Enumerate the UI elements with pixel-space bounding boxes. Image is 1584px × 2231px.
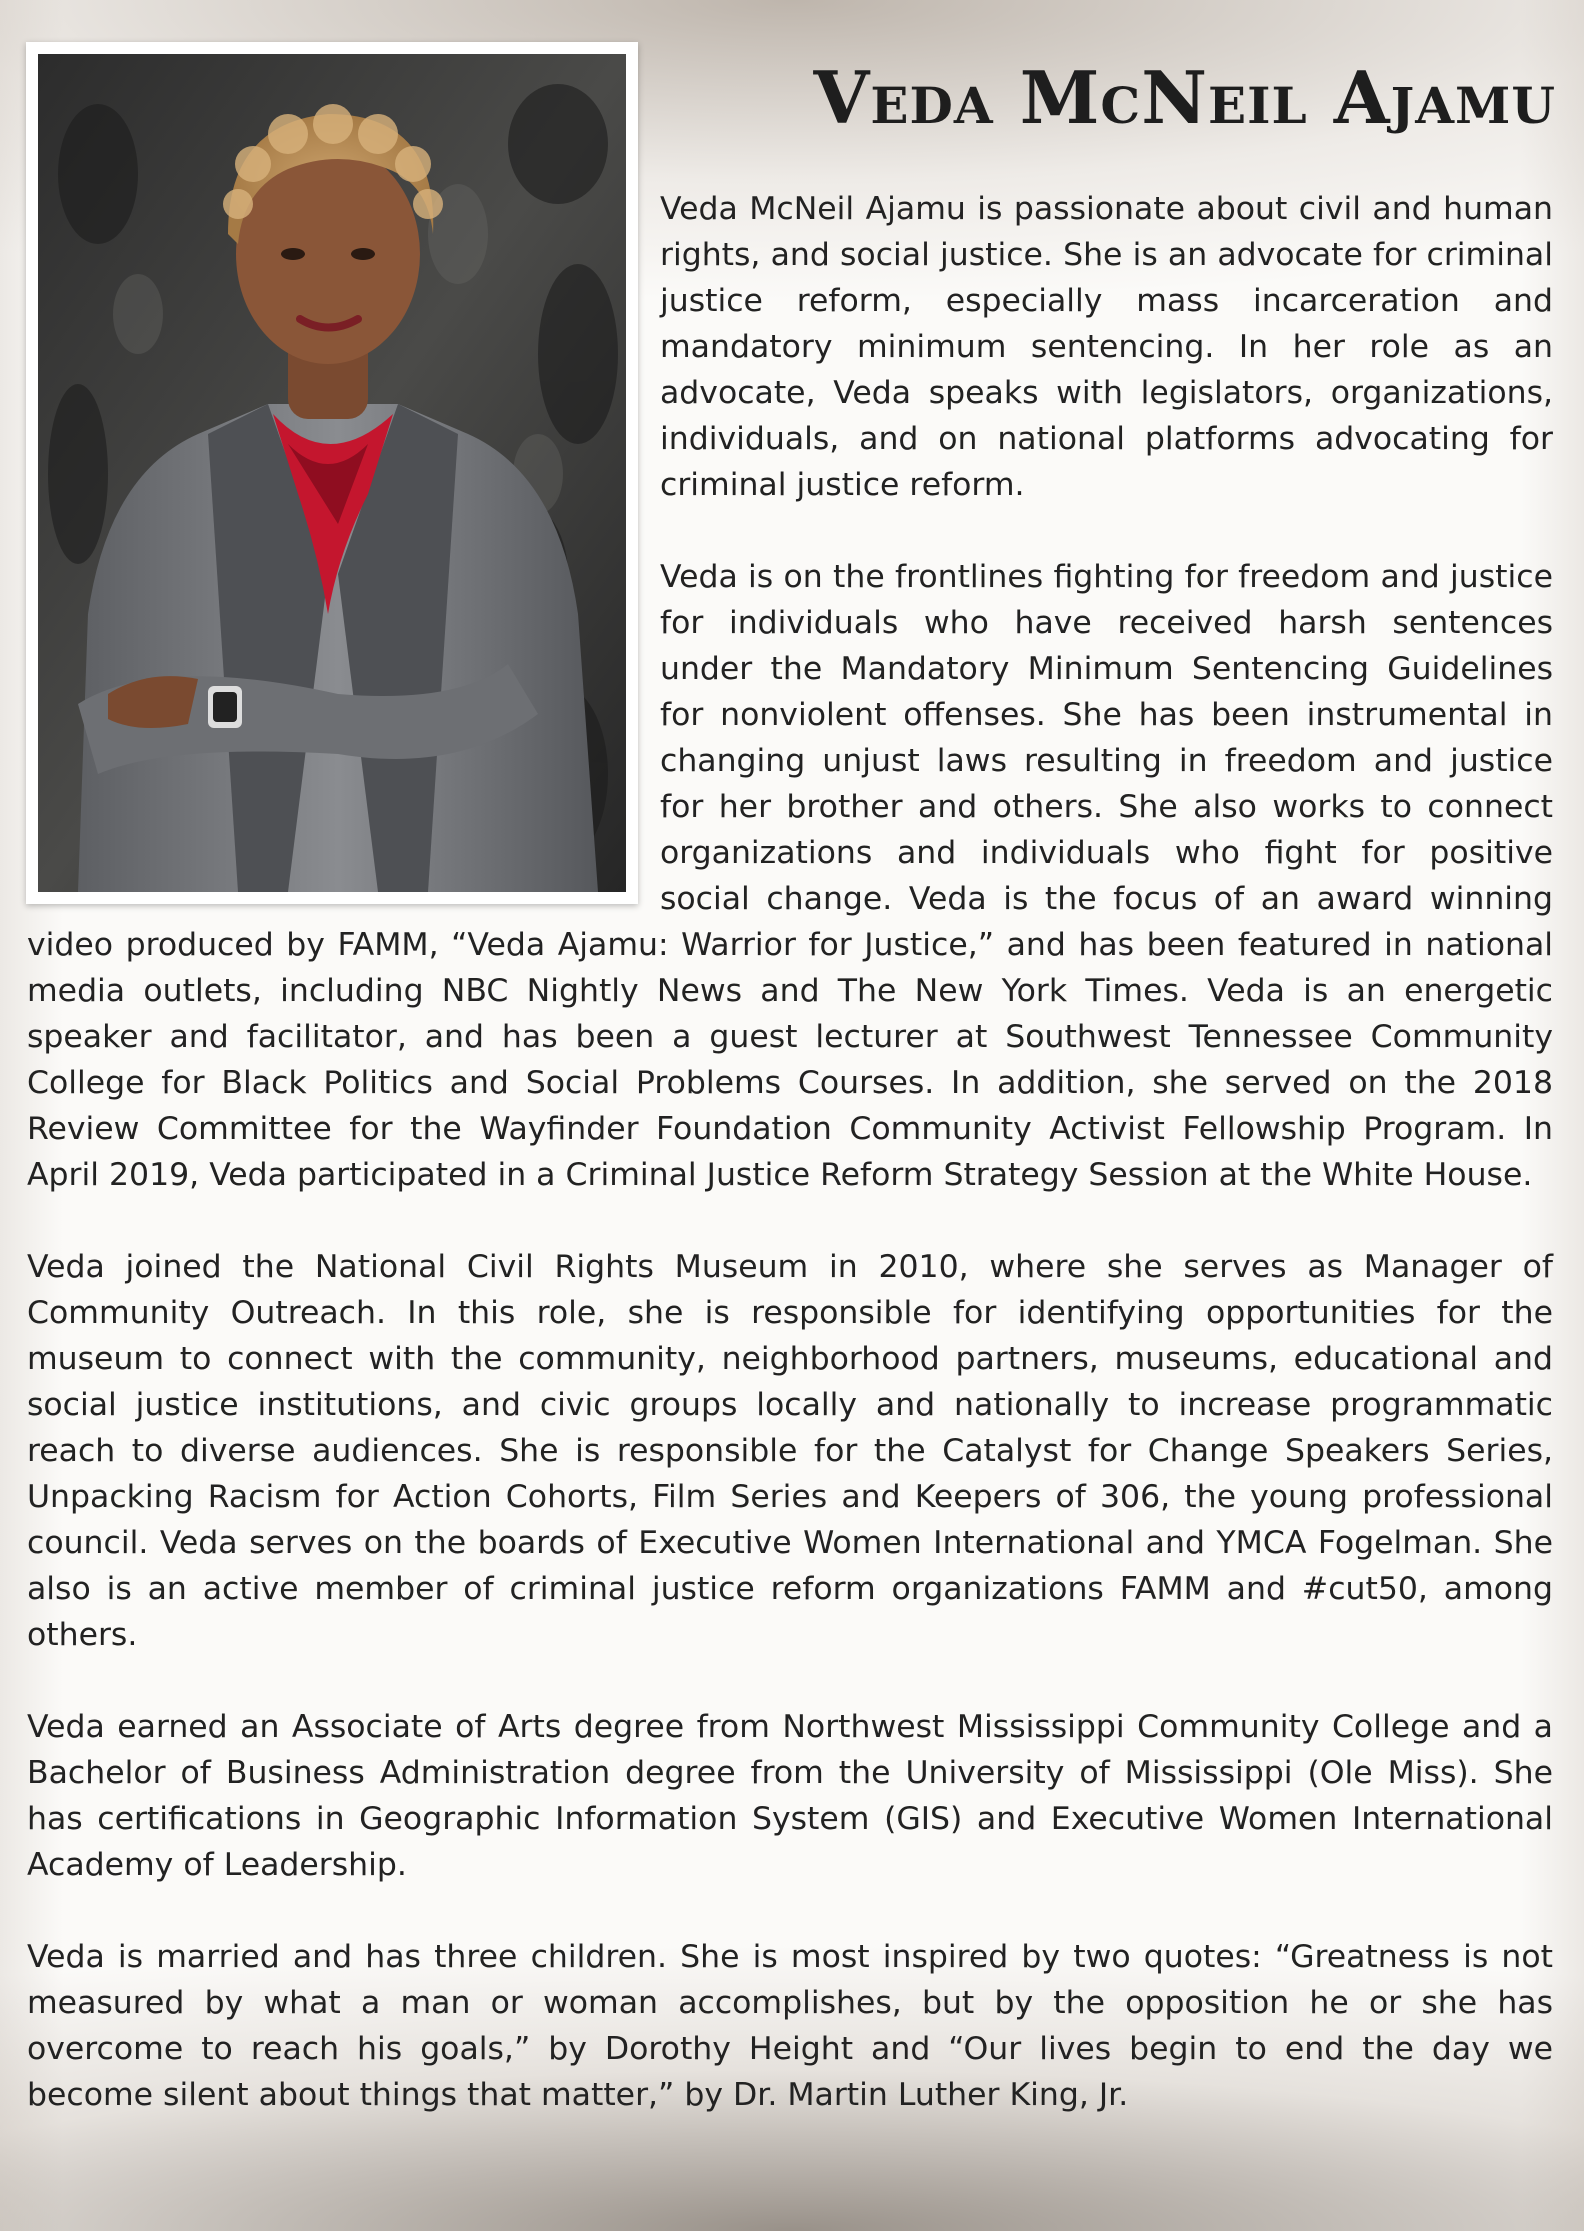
- bio-paragraph-1: Veda McNeil Ajamu is passionate about civil and human rights, and social justice. She is an advocate for criminal justice reform, especially mass incarceration and mandatory minimum sentencing. In her role as an advocate, Veda speaks with legislators, organizations, individuals, and on national platforms advocating for criminal justice reform.: [660, 191, 1553, 503]
- bio-paragraph-2: Veda is on the frontlines fighting for freedom and justice for individuals who have received harsh sentences under the Mandatory Minimum Sentencing Guidelines for nonviolent offenses. She has been instrumental in changing unjust laws resulting in freedom and justice for her brother and others. She also works to connect organizations and individuals who fight for positive social change. Veda is the focus of an award winning video produced by FAMM, “Veda Ajamu: Warrior for Justice,” and has been featured in national media outlets, including NBC Nightly News and The New York Times. Veda is an energetic speaker and facilitator, and has been a guest lecturer at Southwest Tennessee Community College for Black Politics and Social Problems Courses. In addition, she served on the 2018 Review Committee for the Wayfinder Foundation Community Activist Fellowship Program. In April 2019, Veda participated in a Criminal Justice Reform Strategy Session at the White House.: [27, 559, 1553, 1193]
- biography: [27, 186, 1553, 2164]
- bio-paragraph-3: Veda joined the National Civil Rights Museum in 2010, where she serves as Manager of Community Outreach. In this role, she is responsible for identifying opportunities for the museum to connect with the community, neighborhood partners, museums, educational and social justice institutions, and civic groups locally and nationally to increase programmatic reach to diverse audiences. She is responsible for the Catalyst for Change Speakers Series, Unpacking Racism for Action Cohorts, Film Series and Keepers of 306, the young professional council. Veda serves on the boards of Executive Women International and YMCA Fogelman. She also is an active member of criminal justice reform organizations FAMM and #cut50, among others.: [27, 1249, 1553, 1653]
- page-title: Veda McNeil Ajamu: [813, 55, 1556, 140]
- bio-paragraph-4: Veda earned an Associate of Arts degree from Northwest Mississippi Community College and a Bachelor of Business Administration degree from the University of Mississippi (Ole Miss). She has certifications in Geographic Information System (GIS) and Executive Women International Academy of Leadership.: [27, 1709, 1553, 1883]
- portrait-wrap-space: [27, 186, 660, 908]
- bio-paragraph-5: Veda is married and has three children. She is most inspired by two quotes: “Greatness is not measured by what a man or woman accomplishes, but by the opposition he or she has overcome to reach his goals,” by Dorothy Height and “Our lives begin to end the day we become silent about things that matter,” by Dr. Martin Luther King, Jr.: [27, 1939, 1553, 2113]
